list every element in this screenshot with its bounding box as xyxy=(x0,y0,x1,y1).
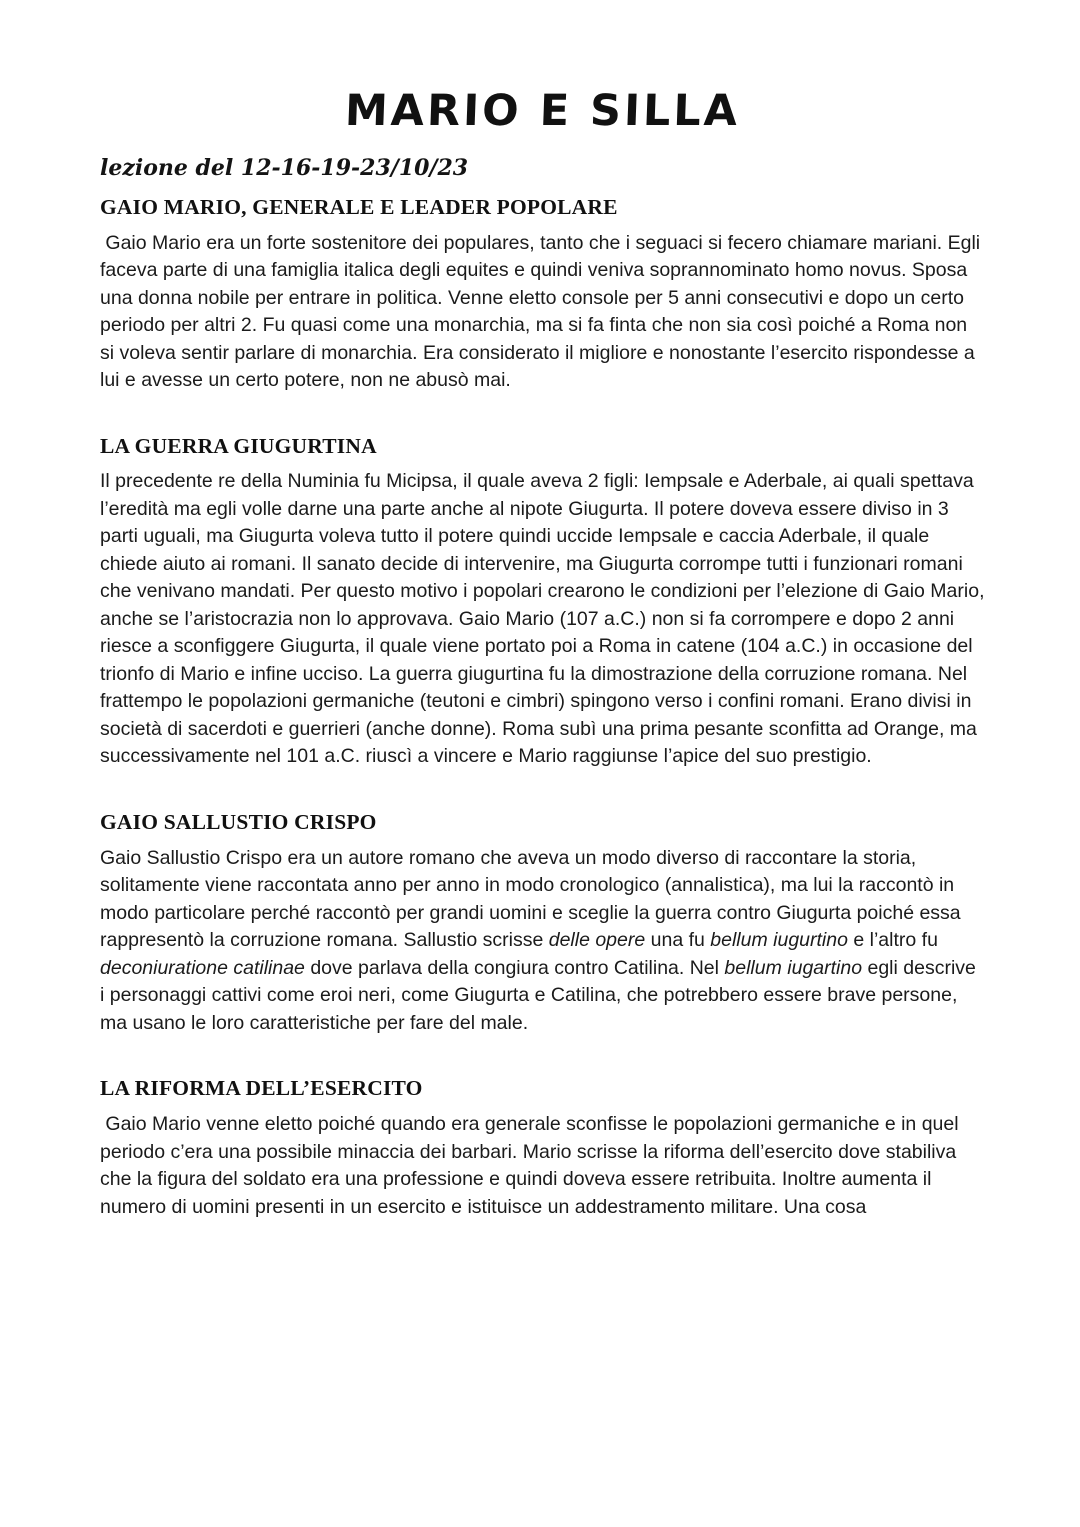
section-paragraph-riforma-esercito: Gaio Mario venne eletto poiché quando era generale sconfisse le popolazioni germaniche e in quel periodo c’era una possibile minaccia dei barbari. Mario scrisse la riforma dell’esercito dove stabiliva che la figura del soldato era una professione e quindi doveva essere retribuita. Inoltre aumenta il numero di uomini presenti in un esercito e istituisce un addestramento militare. Una cosa xyxy=(100,1113,964,1218)
section-paragraph-gaio-sallustio-crispo: Gaio Sallustio Crispo era un autore romano che aveva un modo diverso di raccontare la storia, solitamente viene raccontata anno per anno in modo cronologico (annalistica), ma lui la raccontò in modo particolare perché raccontò per grandi uomini e sceglie la guerra contro Giugurta poiché essa rappresentò la corruzione romana. Sallustio scrisse delle opere una fu bellum iugurtino e l’altro fu deconiuratione catilinae dove parlava della congiura contro Catilina. Nel bellum iugartino egli descrive i personaggi cattivi come eroi neri, come Giugurta e Catilina, che potrebbero essere brave persone, ma usano le loro caratteristiche per fare del male. xyxy=(100,846,982,1034)
section-heading-riforma-esercito: LA RIFORMA DELL’ESERCITO xyxy=(100,1076,423,1101)
lesson-date-line: lezione del 12-16-19-23/10/23 xyxy=(100,155,469,182)
section-guerra-giugurtina xyxy=(100,433,990,771)
section-heading-guerra-giugurtina: LA GUERRA GIUGURTINA xyxy=(100,433,377,458)
section-gaio-sallustio-crispo xyxy=(100,809,985,1037)
section-heading-gaio-sallustio-crispo: GAIO SALLUSTIO CRISPO xyxy=(100,809,377,834)
section-heading-gaio-mario: GAIO MARIO, GENERALE E LEADER POPOLARE xyxy=(100,194,618,219)
section-paragraph-gaio-mario: Gaio Mario era un forte sostenitore dei populares, tanto che i seguaci si fecero chiamare mariani. Egli faceva parte di una famiglia italica degli equites e quindi veniva soprannominato homo novus. Sposa una donna nobile per entrare in politica. Venne eletto console per 5 anni consecutivi e dopo un certo periodo per altri 2. Fu quasi come una monarchia, ma si fa finta che non sia così poiché a Roma non si voleva sentir parlare di monarchia. Era considerato il migliore e nonostante l’esercito rispondesse a lui e avesse un certo potere, non ne abusò mai. xyxy=(100,231,986,392)
section-paragraph-guerra-giugurtina: Il precedente re della Numinia fu Micipsa, il quale aveva 2 figli: Iempsale e Aderbale, ai quali spettava l’eredità ma egli volle darne una parte anche al nipote Giugurta. Il potere doveva essere diviso in 3 parti uguali, ma Giugurta voleva tutto il potere quindi uccide Iempsale e caccia Aderbale, il quale chiede aiuto ai romani. Il sanato decide di intervenire, ma Giugurta corrompe tutti i funzionari romani che venivano mandati. Per questo motivo i popolari crearono le condizioni per l’elezione di Gaio Mario, anche se l’aristocrazia non lo approvava. Gaio Mario (107 a.C.) non si fa corrompere e dopo 2 anni riesce a sconfiggere Giugurta, il quale viene portato poi a Roma in catene (104 a.C.) in occasione del trionfo di Mario e infine ucciso. La guerra giugurtina fu la dimostrazione della corruzione romana. Nel frattempo le popolazioni germaniche (teutoni e cimbri) spingono verso i confini romani. Erano divisi in società di sacerdoti e guerrieri (anche donne). Roma subì una prima pesante sconfitta ad Orange, ma successivamente nel 101 a.C. riuscì a vincere e Mario raggiunse l’apice del suo prestigio. xyxy=(100,470,990,768)
section-riforma-esercito xyxy=(100,1075,985,1221)
document-title: MARIO E SILLA xyxy=(344,86,741,136)
section-gaio-mario xyxy=(100,194,985,395)
